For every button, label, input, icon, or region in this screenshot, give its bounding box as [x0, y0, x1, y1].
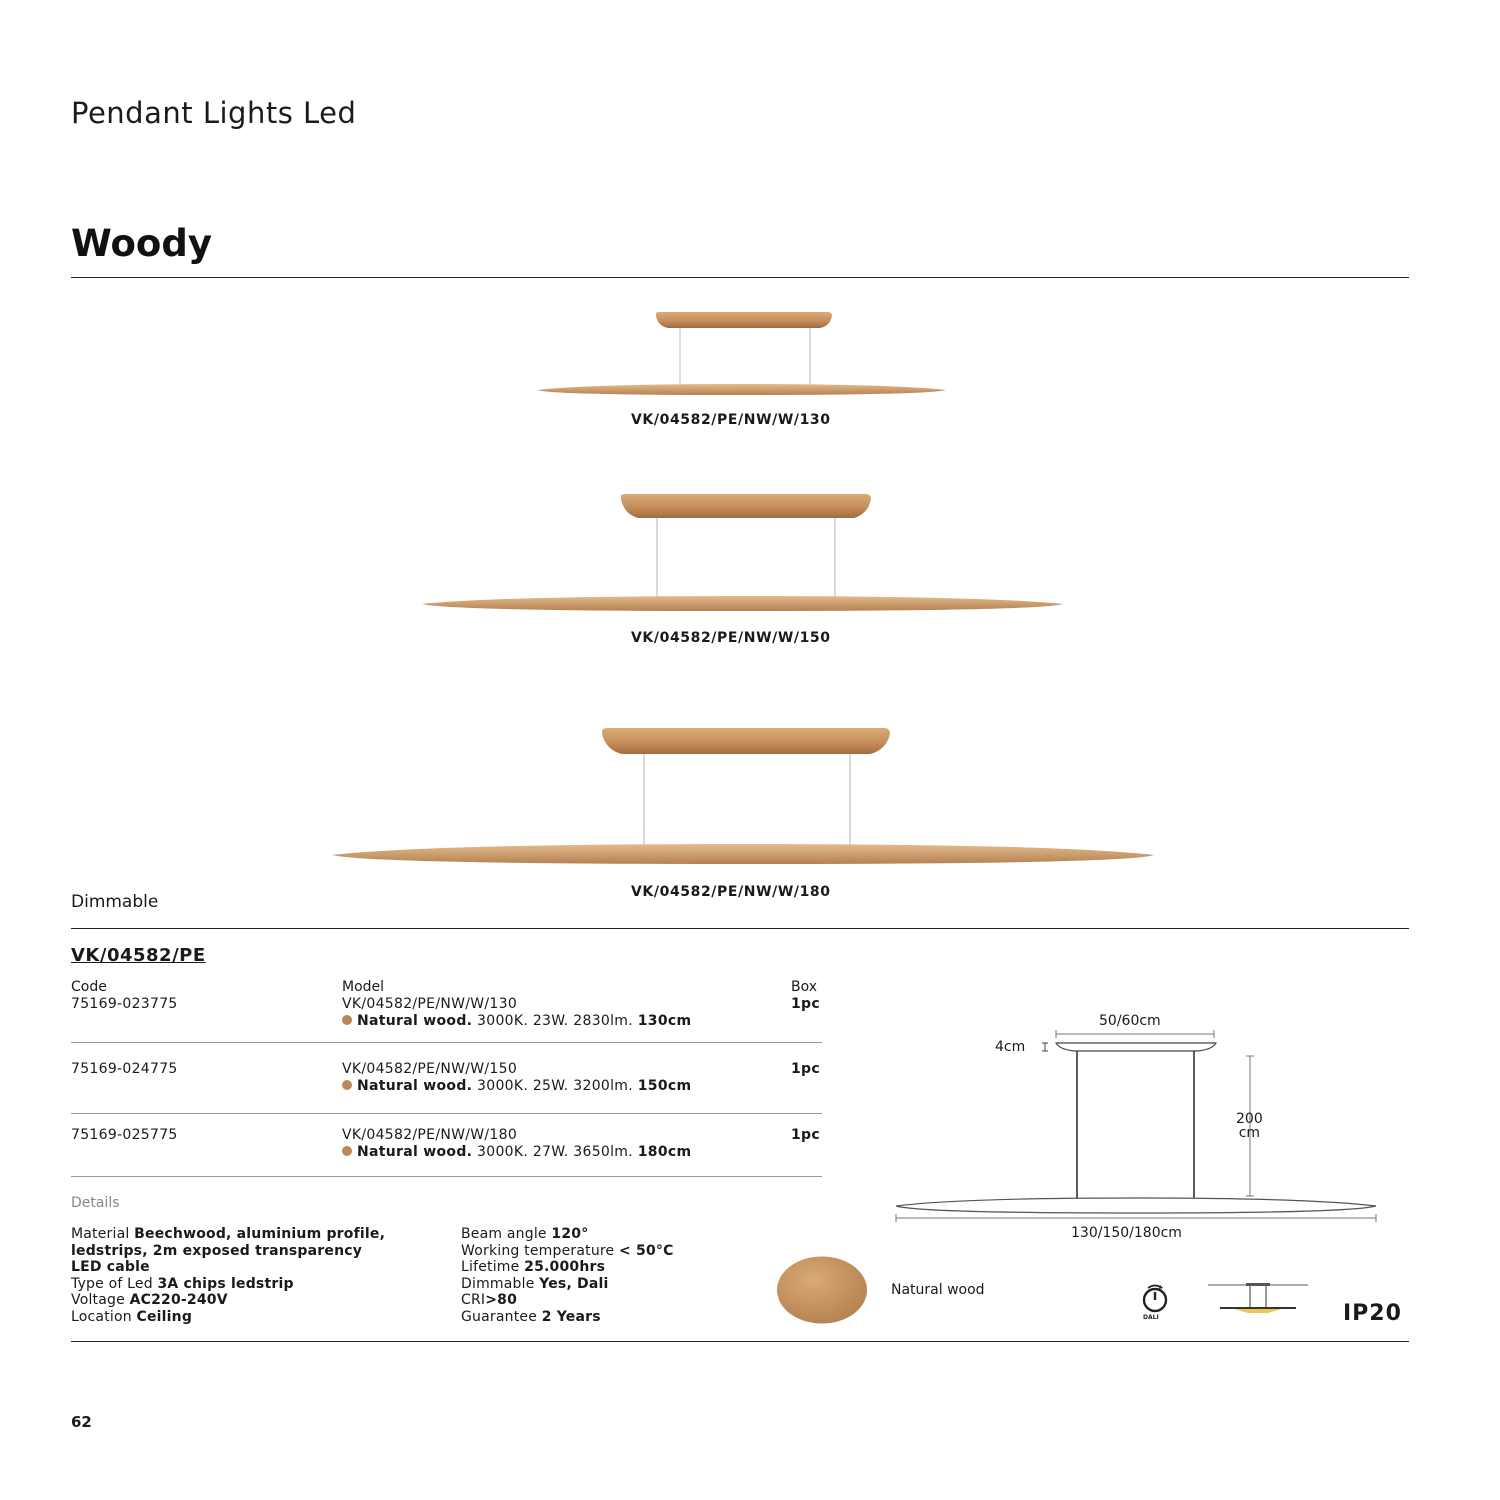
spec-length: 180cm	[637, 1144, 692, 1160]
finish-dot-icon	[342, 1146, 352, 1156]
spec-voltage: Voltage AC220-240V	[71, 1292, 228, 1308]
spec-beam-angle: Beam angle 120°	[461, 1226, 589, 1242]
pendant-image-130	[530, 308, 950, 403]
finish-swatch	[776, 1256, 868, 1324]
spec-material: Material Beechwood, aluminium profile,	[71, 1226, 386, 1242]
finish-dot-icon	[342, 1015, 352, 1025]
spec-cri: CRI>80	[461, 1292, 518, 1308]
row-divider	[71, 1042, 822, 1043]
table-row	[71, 996, 822, 1036]
variant-caption-150: VK/04582/PE/NW/W/150	[631, 630, 831, 646]
pendant-type-icon	[1206, 1282, 1310, 1316]
spec-guarantee: Guarantee 2 Years	[461, 1308, 601, 1325]
product-code: 75169-023775	[71, 996, 178, 1012]
table-row	[71, 1127, 822, 1167]
product-spec-line	[342, 1013, 691, 1029]
dimmable-label: Dimmable	[71, 892, 159, 912]
spec-location: Location Ceiling	[71, 1308, 193, 1325]
box-column-header: Box	[791, 979, 818, 995]
finish-dot-icon	[342, 1080, 352, 1090]
footer-divider	[71, 1341, 1409, 1342]
dimension-length-label: 130/150/180cm	[1071, 1225, 1182, 1241]
dimension-height-label: 200 cm	[1236, 1111, 1263, 1141]
table-row	[71, 1061, 822, 1101]
pendant-image-150	[420, 490, 1065, 615]
product-spec-line	[342, 1144, 691, 1160]
box-quantity: 1pc	[791, 1127, 820, 1143]
model-column-header: Model	[342, 979, 385, 995]
spec-material-cont: ledstrips, 2m exposed transparency	[71, 1242, 363, 1259]
dimension-drawing	[880, 1030, 1390, 1225]
header-divider	[71, 277, 1409, 278]
pendant-image-180	[330, 724, 1156, 869]
category-title: Pendant Lights Led	[71, 96, 357, 130]
finish-swatch-label: Natural wood	[891, 1282, 985, 1298]
ip-rating: IP20	[1343, 1301, 1402, 1326]
row-divider	[71, 1176, 822, 1177]
spec-values: 3000K. 23W. 2830lm.	[477, 1013, 633, 1029]
spec-length: 130cm	[637, 1013, 692, 1029]
spec-material-cont2: LED cable	[71, 1259, 150, 1275]
box-quantity: 1pc	[791, 996, 820, 1012]
section-divider	[71, 928, 1409, 929]
product-spec-line	[342, 1078, 691, 1094]
product-model: VK/04582/PE/NW/W/180	[342, 1127, 518, 1143]
details-title: Details	[71, 1195, 120, 1211]
code-column-header: Code	[71, 979, 107, 995]
spec-working-temp: Working temperature < 50°C	[461, 1242, 674, 1259]
dali-icon-label: DALI	[1143, 1314, 1159, 1321]
variant-caption-180: VK/04582/PE/NW/W/180	[631, 884, 831, 900]
spec-dimmable: Dimmable Yes, Dali	[461, 1275, 609, 1292]
dimension-thickness-label: 4cm	[995, 1039, 1026, 1055]
details-right-column	[461, 1226, 674, 1325]
box-quantity: 1pc	[791, 1061, 820, 1077]
product-model: VK/04582/PE/NW/W/150	[342, 1061, 518, 1077]
product-code: 75169-025775	[71, 1127, 178, 1143]
details-left-column	[71, 1226, 385, 1325]
product-name: Woody	[71, 222, 212, 265]
finish-name: Natural wood.	[357, 1013, 473, 1029]
product-code: 75169-024775	[71, 1061, 178, 1077]
page-number: 62	[71, 1413, 92, 1431]
spec-length: 150cm	[637, 1078, 692, 1094]
spec-lifetime: Lifetime 25.000hrs	[461, 1259, 606, 1275]
row-divider	[71, 1113, 822, 1114]
dimension-canopy-label: 50/60cm	[1099, 1013, 1161, 1029]
variant-caption-130: VK/04582/PE/NW/W/130	[631, 412, 831, 428]
finish-name: Natural wood.	[357, 1078, 473, 1094]
product-family-code: VK/04582/PE	[71, 945, 206, 966]
spec-led-type: Type of Led 3A chips ledstrip	[71, 1275, 294, 1292]
spec-values: 3000K. 27W. 3650lm.	[477, 1144, 633, 1160]
spec-values: 3000K. 25W. 3200lm.	[477, 1078, 633, 1094]
product-model: VK/04582/PE/NW/W/130	[342, 996, 518, 1012]
finish-name: Natural wood.	[357, 1144, 473, 1160]
